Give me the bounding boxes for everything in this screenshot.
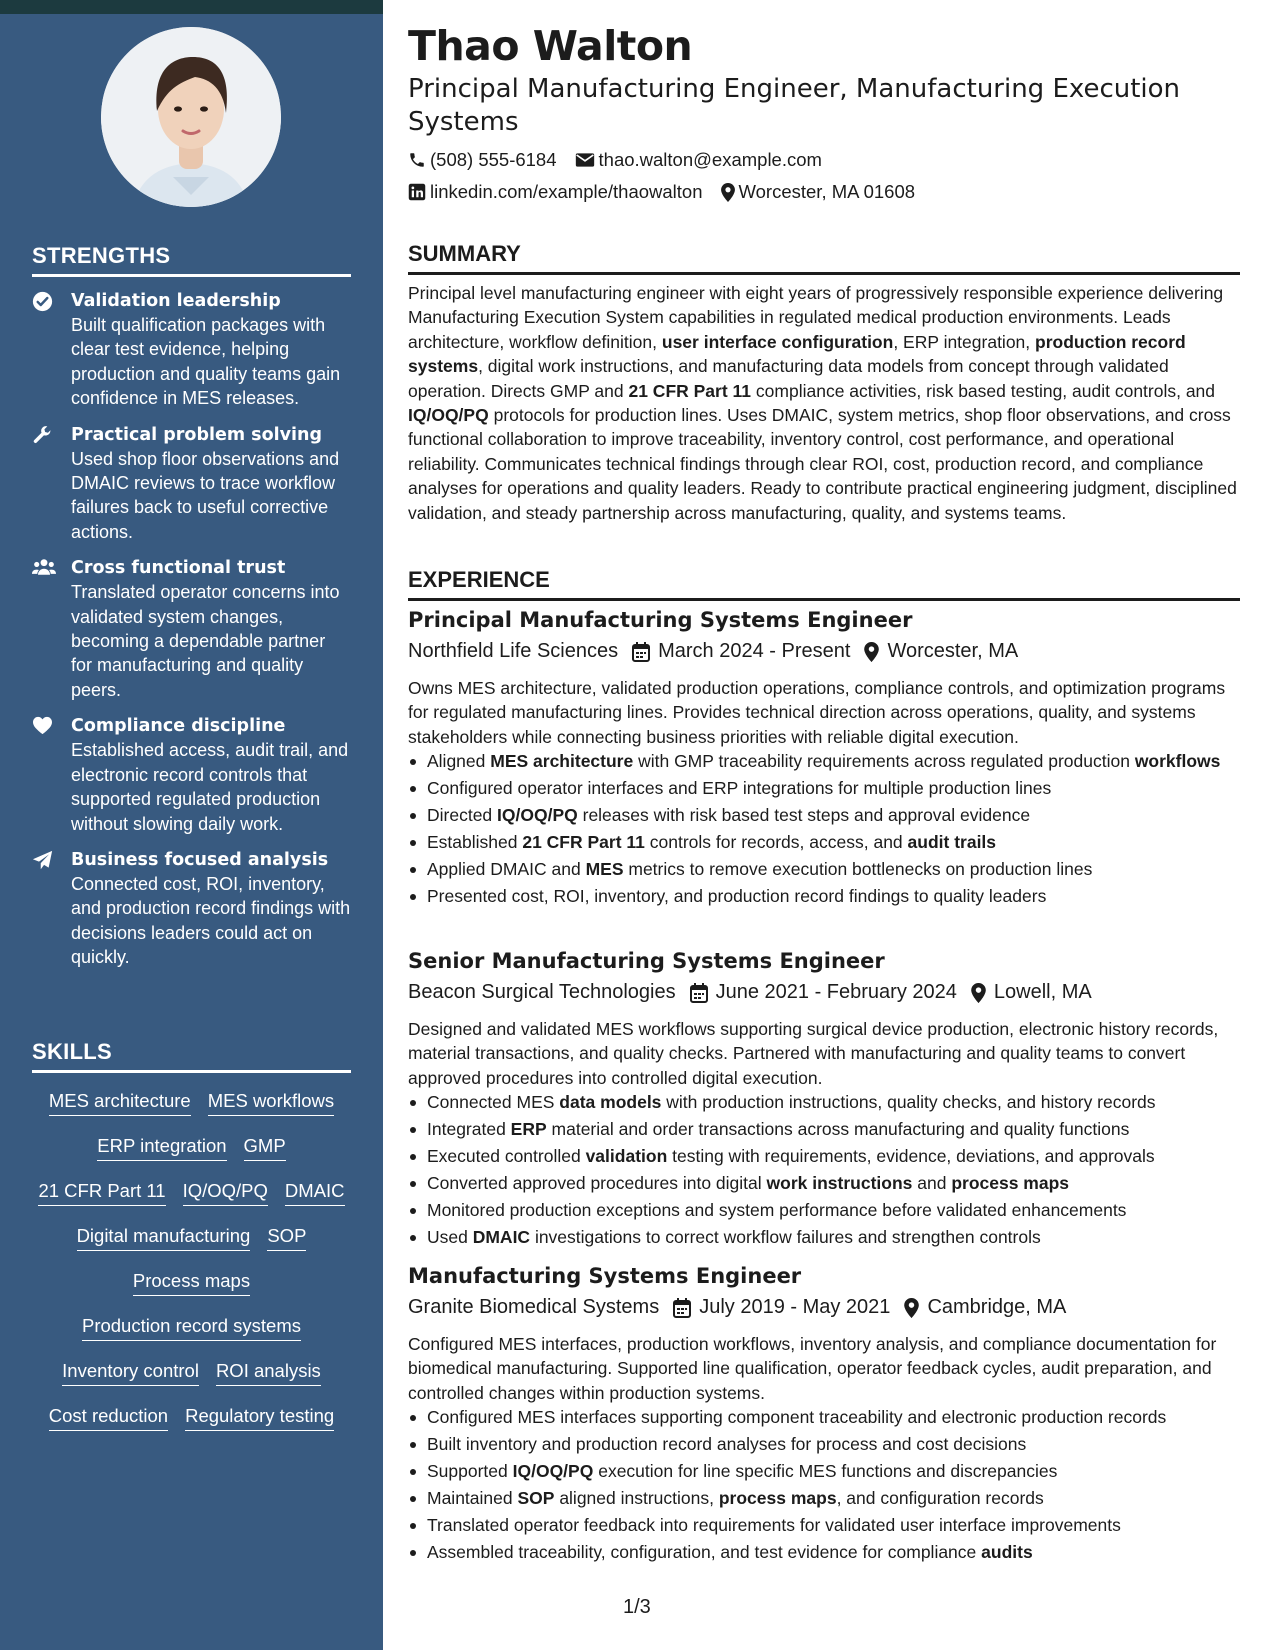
list-item [408,1226,1240,1249]
skill-tag: SOP [267,1224,306,1251]
strengths-heading: STRENGTHS [32,243,351,277]
list-item [408,1460,1240,1483]
skill-row [32,1173,351,1218]
envelope-icon [575,152,595,168]
text-run: , and configuration records [836,1488,1044,1508]
strength-item [32,423,351,545]
strength-title: Validation leadership [71,291,281,311]
job-meta [408,640,1032,663]
company-text: Northfield Life Sciences [408,640,619,662]
text-run: testing with requirements, evidence, deviations, and approvals [667,1146,1155,1166]
skill-tag: Production record systems [82,1314,301,1341]
list-item [408,1091,1240,1114]
wrench-icon [32,425,54,445]
calendar-icon [690,983,708,1003]
text-run: investigations to correct workflow failures and strengthen controls [530,1227,1041,1247]
bold-keyword: 21 CFR Part 11 [628,380,752,401]
email[interactable] [575,149,822,171]
skill-tag: MES workflows [208,1089,334,1116]
map-pin-icon [904,1298,919,1318]
list-item [408,1541,1240,1564]
contact-row-1 [408,149,840,171]
calendar-icon [673,1298,691,1318]
strength-title: Business focused analysis [71,849,329,870]
job-title: Principal Manufacturing Systems Engineer [408,608,913,632]
bold-keyword: process maps [718,1488,837,1508]
bold-keyword: process maps [951,1173,1070,1193]
skill-tag: Digital manufacturing [77,1224,251,1251]
text-run: Assembled traceability, configuration, and test evidence for compliance [427,1542,982,1562]
summary-heading: SUMMARY [408,241,1240,275]
skill-tag: Cost reduction [49,1404,168,1431]
page-number: 1/3 [623,1596,651,1618]
list-item [408,1172,1240,1195]
text-run: with production instructions, quality checks, and history records [661,1092,1156,1112]
text-run: Used [427,1227,473,1247]
skills-heading: SKILLS [32,1039,351,1073]
strength-item [32,848,351,970]
email-text: thao.walton@example.com [598,149,822,170]
paper-plane-icon [32,850,54,870]
list-item [408,1145,1240,1168]
linkedin[interactable] [408,181,703,203]
contact-row-2 [408,181,933,203]
list-item [408,1118,1240,1141]
text-run: releases with risk based test steps and approval evidence [577,805,1031,825]
users-icon [32,558,54,578]
skill-row [32,1308,351,1353]
bold-keyword: data models [559,1092,662,1112]
list-item [408,804,1240,827]
text-run: material and order transactions across manufacturing and quality functions [546,1119,1130,1139]
skill-row [32,1128,351,1173]
location [721,181,916,203]
skill-tag: MES architecture [49,1089,191,1116]
text-run: Built inventory and production record analyses for process and cost decisions [427,1434,1027,1454]
job-title: Senior Manufacturing Systems Engineer [408,949,885,973]
skill-tag: Inventory control [62,1359,199,1386]
linkedin-text: linkedin.com/example/thaowalton [430,181,703,202]
list-item [408,1487,1240,1510]
list-item [408,1514,1240,1537]
job-bullets [408,1091,1240,1253]
skills-section [32,1039,351,1443]
skill-tag: Regulatory testing [185,1404,334,1431]
list-item [408,858,1240,881]
map-pin-icon [971,983,986,1003]
job-location [971,981,1092,1004]
job-meta [408,1296,1080,1319]
job-location-text: Lowell, MA [993,981,1092,1003]
job-description: Configured MES interfaces, production workflows, inventory analysis, and compliance documentation for biomedical manufacturing. Supported line qualification, operator feedback cycles, audit preparation, and controlled changes within production systems. [408,1334,1217,1403]
text-run: Maintained [427,1488,518,1508]
bold-keyword: MES [585,859,624,879]
job-description: Owns MES architecture, validated production operations, compliance controls, and optimization programs for regulated manufacturing lines. Provides technical direction across operations, quality, and systems stakeholders while connecting business priorities with reliable digital execution. [408,678,1226,747]
strength-text: Established access, audit trail, and electronic record controls that supported regulated production without slowing daily work. [71,740,349,834]
strength-title: Cross functional trust [71,558,286,579]
skill-row [32,1083,351,1128]
bold-keyword: work instructions [766,1173,913,1193]
list-item [408,750,1240,773]
job-title: Manufacturing Systems Engineer [408,1264,802,1288]
experience-heading: EXPERIENCE [408,567,1240,601]
strength-title: Practical problem solving [71,424,323,445]
skill-tag: IQ/OQ/PQ [183,1179,268,1206]
strength-text: Connected cost, ROI, inventory, and production record findings with decisions leaders could act on quickly. [71,873,351,968]
calendar-icon [632,642,650,662]
text-run: Configured operator interfaces and ERP integrations for multiple production lines [427,778,1052,798]
strengths-section [32,243,351,970]
bold-keyword: validation [585,1146,668,1166]
job-location [904,1296,1066,1319]
location-text: Worcester, MA 01608 [738,181,916,202]
bold-keyword: audits [981,1542,1033,1562]
dates [673,1296,890,1319]
strengths-list [32,289,351,970]
text-run: Configured MES interfaces supporting component traceability and electronic production records [427,1407,1167,1427]
bold-keyword: workflows [1134,751,1221,771]
text-run: Principal level manufacturing engineer with eight years of progressively responsible experience delivering Manufacturing Execution System capabilities in regulated medical production environments. Leads architecture, workflow definition, [408,283,1224,352]
text-run: Converted approved procedures into digital [427,1173,767,1193]
dates-text: June 2021 - February 2024 [715,981,957,1003]
job-description: Designed and validated MES workflows supporting surgical device production, electronic history records, material transactions, and quality checks. Partnered with manufacturing and quality teams to convert approved procedures into controlled digital execution. [408,1019,1219,1088]
text-run: Executed controlled [427,1146,586,1166]
list-item [408,885,1240,908]
job-bullets [408,750,1240,912]
dates [690,981,957,1004]
text-run: Aligned [427,751,491,771]
portrait-photo-icon [101,27,281,207]
job-bullets [408,1406,1240,1568]
company-text: Granite Biomedical Systems [408,1296,660,1318]
phone-icon [408,151,426,169]
dates [632,640,850,663]
strength-text: Used shop floor observations and DMAIC reviews to trace workflow failures back to useful corrective actions. [71,448,340,542]
bold-keyword: SOP [517,1488,555,1508]
text-run: and [912,1173,952,1193]
heart-icon [32,716,54,736]
strength-title: Compliance discipline [71,716,286,737]
text-run: Translated operator feedback into requirements for validated user interface improvements [427,1515,1121,1535]
text-run: Directed [427,805,498,825]
skills-list [32,1083,351,1443]
strength-item [32,289,351,411]
list-item [408,1433,1240,1456]
text-run: Presented cost, ROI, inventory, and production record findings to quality leaders [427,886,1047,906]
company [408,1296,659,1319]
bold-keyword: DMAIC [472,1227,531,1247]
list-item [408,777,1240,800]
strength-item [32,556,351,702]
bold-keyword: ERP [510,1119,547,1139]
skill-tag: 21 CFR Part 11 [38,1179,165,1206]
summary-text [408,281,1240,525]
bold-keyword: IQ/OQ/PQ [497,805,578,825]
text-run: controls for records, access, and [644,832,908,852]
list-item [408,1199,1240,1222]
company [408,981,676,1004]
skill-row [32,1218,351,1263]
company [408,640,618,663]
job-meta [408,981,1106,1004]
phone [408,149,557,171]
text-run: Established [427,832,523,852]
map-pin-icon [864,642,879,662]
candidate-title: Principal Manufacturing Engineer, Manufacturing Execution Systems [408,74,1181,137]
job-location [864,640,1018,663]
list-item [408,1406,1240,1429]
skill-row [32,1353,351,1398]
text-run: aligned instructions, [554,1488,719,1508]
skill-row [32,1398,351,1443]
map-pin-icon [721,183,735,202]
text-run: Monitored production exceptions and system performance before validated enhancements [427,1200,1127,1220]
strength-text: Translated operator concerns into validated system changes, becoming a dependable partner for manufacturing and quality peers. [71,582,340,700]
phone-text: (508) 555-6184 [430,149,557,170]
text-run: compliance activities, risk based testing, audit controls, and [751,380,1216,401]
skill-tag: GMP [244,1134,286,1161]
text-run: execution for line specific MES functions and discrepancies [593,1461,1058,1481]
strength-item [32,714,351,836]
bold-keyword: MES architecture [490,751,634,771]
job-location-text: Worcester, MA [887,640,1019,662]
list-item [408,831,1240,854]
text-run: protocols for production lines. Uses DMAIC, system metrics, shop floor observations, and cross functional collaboration to improve traceability, inventory control, cost performance, and operational reliability. Communicates technical findings through clear ROI, cost, production record, and compliance analyses for operations and quality leaders. Ready to contribute practical engineering judgment, disciplined validation, and steady partnership across manufacturing, quality, and systems teams. [408,405,1237,523]
avatar [101,27,281,207]
job-location-text: Cambridge, MA [927,1296,1067,1318]
bold-keyword: IQ/OQ/PQ [408,405,489,426]
skill-tag: ROI analysis [216,1359,321,1386]
dates-text: July 2019 - May 2021 [699,1296,891,1318]
linkedin-icon [408,183,426,201]
text-run: with GMP traceability requirements across regulated production [633,751,1135,771]
text-run: , ERP integration, [893,331,1036,352]
text-run: metrics to remove execution bottlenecks on production lines [623,859,1093,879]
bold-keyword: user interface configuration [661,331,894,352]
text-run: Integrated [427,1119,511,1139]
text-run: Connected MES [427,1092,560,1112]
strength-text: Built qualification packages with clear test evidence, helping production and quality teams gain confidence in MES releases. [71,315,341,409]
bold-keyword: IQ/OQ/PQ [512,1461,594,1481]
text-run: , digital work instructions, and manufacturing data models from concept through validated operation. Directs GMP and [408,356,1169,401]
sidebar [0,0,383,1650]
skill-tag: ERP integration [97,1134,226,1161]
skill-row [32,1263,351,1308]
skill-tag: Process maps [133,1269,250,1296]
check-circle-icon [32,291,54,311]
bold-keyword: 21 CFR Part 11 [522,832,645,852]
text-run: Applied DMAIC and [427,859,586,879]
bold-keyword: production record systems [408,331,1186,377]
company-text: Beacon Surgical Technologies [408,981,676,1003]
candidate-name: Thao Walton [408,22,693,70]
dates-text: March 2024 - Present [658,640,851,662]
skill-tag: DMAIC [285,1179,345,1206]
text-run: Supported [427,1461,513,1481]
bold-keyword: audit trails [907,832,997,852]
